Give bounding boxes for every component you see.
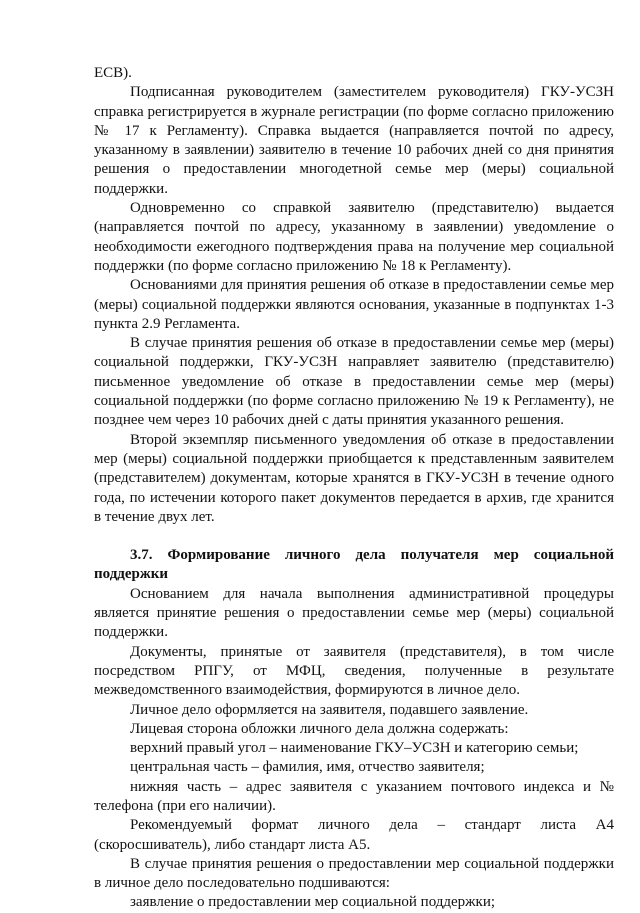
paragraph-case-file-applicant: Личное дело оформляется на заявителя, подавшего заявление. (130, 701, 529, 718)
paragraph-cover-contents: Лицевая сторона обложки личного дела должна содержать: (130, 720, 509, 737)
paragraph-cover-top-right: верхний правый угол – наименование ГКУ–УСЗН и категорию семьи; (130, 740, 579, 757)
paragraph-continuation: ЕСВ). (94, 65, 132, 81)
paragraph-refusal-grounds: Основаниями для принятия решения об отказе в предоставлении семье мер (меры) социальной поддержки являются основания, указанные в подпунктах 1-3 пункта 2.9 Регламента. (94, 277, 614, 332)
paragraph-cover-bottom: нижняя часть – адрес заявителя с указанием почтового индекса и № телефона (при его наличии). (94, 778, 614, 814)
paragraph-certificate-registration: Подписанная руководителем (заместителем руководителя) ГКУ-УСЗН справка регистрируется в журнале регистрации (по форме согласно приложению № 17 к Регламенту). Справка выдается (направляется почтой по адресу, указанному в заявлении) заявителю в течение 10 рабочих дней со дня принятия решения о предоставлении многодетной семье мер (меры) социальной поддержки. (94, 84, 614, 197)
section-heading: 3.7. Формирование личного дела получателя мер социальной поддержки (94, 547, 614, 583)
paragraph-filing-order: В случае принятия решения о предоставлении мер социальной поддержки в личное дело последовательно подшиваются: (94, 855, 614, 892)
paragraph-application-item: заявление о предоставлении мер социальной поддержки; (130, 894, 496, 911)
paragraph-second-copy-storage: Второй экземпляр письменного уведомления об отказе в предоставлении мер (меры) социальной поддержки приобщается к представленным заявителем (представителем) документам, которые хранятся в ГКУ-УСЗН в течение одного года, по истечении которого пакет документов передается в архив, где хранится в течение двух лет. (94, 431, 614, 525)
document-body (94, 64, 614, 913)
paragraph-documents-formed: Документы, принятые от заявителя (представителя), в том числе посредством РПГУ, от МФЦ, сведения, полученные в результате межведомственного взаимодействия, формируются в личное дело. (94, 643, 614, 699)
paragraph-procedure-basis: Основанием для начала выполнения административной процедуры является принятие решения о предоставлении семье мер (меры) социальной поддержки. (94, 585, 614, 641)
paragraph-cover-center: центральная часть – фамилия, имя, отчество заявителя; (130, 759, 485, 776)
paragraph-annual-confirmation-notice: Одновременно со справкой заявителю (представителю) выдается (направляется почтой по адресу, указанному в заявлении) уведомление о необходимости ежегодного подтверждения права на получение мер социальной поддержки (по форме согласно приложению № 18 к Регламенту). (94, 200, 614, 274)
paragraph-recommended-format: Рекомендуемый формат личного дела – стандарт листа А4 (скоросшиватель), либо стандарт листа А5. (94, 817, 614, 853)
paragraph-refusal-notification: В случае принятия решения об отказе в предоставлении семье мер (меры) социальной поддержки, ГКУ-УСЗН направляет заявителю (представителю) письменное уведомление об отказе в предоставлении семье мер (меры) социальной поддержки (по форме согласно приложению № 19 к Регламенту), не позднее чем через 10 рабочих дней с даты принятия указанного решения. (94, 335, 614, 429)
